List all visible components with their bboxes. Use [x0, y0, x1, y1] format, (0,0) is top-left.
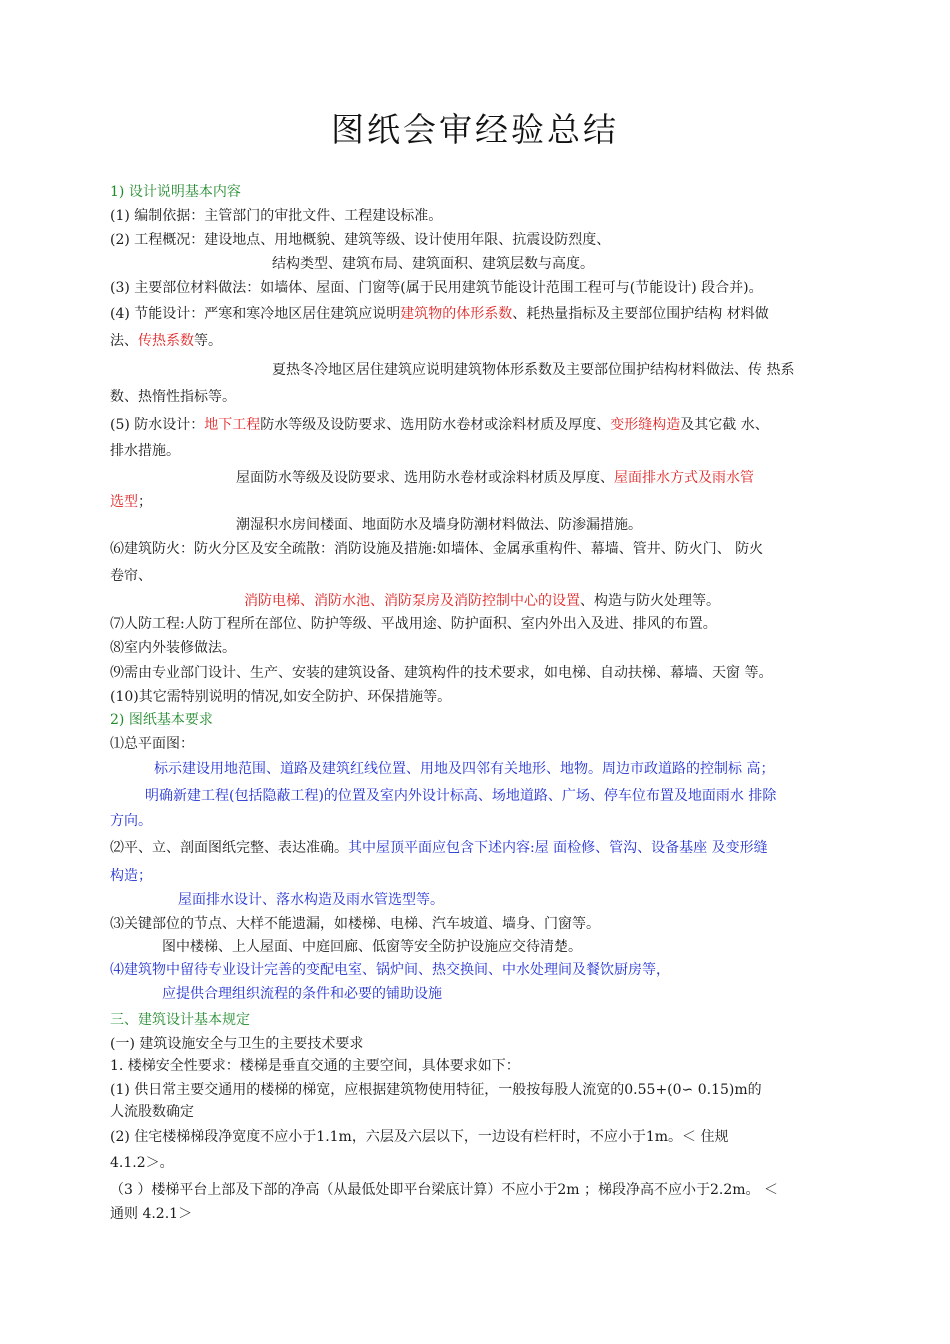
text-line — [110, 206, 442, 226]
text-line — [110, 1204, 192, 1224]
text-segment: (1) 编制依据：主管部门的审批文件、工程建设标准。 — [110, 208, 443, 224]
text-segment: 人流股数确定 — [110, 1104, 194, 1120]
text-segment: 、耗热量指标及主要部位围护结构 材料做 — [512, 306, 769, 322]
text-segment: ⑺人防工程:人防丁程所在部位、防护等级、平战用途、防护面积、室内外出入及进、排风的布置。 — [110, 616, 717, 632]
text-line — [110, 415, 769, 435]
text-line — [110, 304, 769, 324]
text-segment: 构造； — [110, 868, 152, 884]
text-line — [110, 331, 222, 351]
text-segment: ⑶关键部位的节点、大样不能遗漏，如楼梯、电梯、汽车坡道、墙身、门窗等。 — [110, 916, 600, 932]
text-segment: (2) 住宅楼梯梯段净宽度不应小于1.1m，六层及六层以下，一边设有栏杆时，不应小于1m。＜ 住规 — [110, 1129, 729, 1145]
text-segment: （3 ）楼梯平台上部及下部的净高（从最低处即平台梁底计算）不应小于2m ；梯段净高不应小于2.2m。 ＜ — [110, 1182, 778, 1198]
text-segment: 图中楼梯、上人屋面、中庭回廊、低窗等安全防护设施应交待清楚。 — [162, 939, 582, 955]
highlighted-text: 传热系数 — [138, 333, 194, 349]
highlighted-text: 变形缝构造 — [610, 417, 681, 433]
text-segment: 三、建筑设计基本规定 — [110, 1012, 250, 1028]
text-segment: 2) 图纸基本要求 — [110, 712, 213, 728]
text-segment: (4) 节能设计：严寒和寒冷地区居住建筑应说明 — [110, 306, 401, 322]
text-line — [110, 663, 772, 683]
page-title: 图纸会审经验总结 — [331, 110, 619, 149]
text-line — [110, 1180, 778, 1200]
text-line — [244, 591, 720, 611]
text-segment: 防水等级及设防要求、选用防水卷材或涂料材质及厚度、 — [260, 417, 611, 433]
text-segment: 应提供合理组织流程的条件和必要的铺助设施 — [162, 986, 442, 1002]
text-segment: 屋面排水设计、落水构造及雨水管选型等。 — [178, 892, 444, 908]
text-segment: (3) 主要部位材料做法：如墙体、屋面、门窗等(属于民用建筑节能设计范围工程可与(节能设计) 段合并)。 — [110, 280, 763, 296]
text-segment: 夏热冬冷地区居住建筑应说明建筑物体形系数及主要部位围护结构材料做法、传 热系 — [272, 362, 795, 378]
text-segment: 数、热惰性指标等。 — [110, 389, 236, 405]
highlighted-text: 选型 — [110, 494, 138, 510]
text-line — [110, 566, 152, 586]
highlighted-text: 地下工程 — [204, 417, 261, 433]
text-segment: ⑼需由专业部门设计、生产、安装的建筑设备、建筑构件的技术要求，如电梯、自动扶梯、幕墙、天窗 等。 — [110, 665, 773, 681]
text-segment: 等。 — [194, 333, 222, 349]
text-segment: (1) 供日常主要交通用的楼梯的梯宽，应根据建筑物使用特征，一般按每股人流宽的0.55+(0∽ 0.15)m的 — [110, 1082, 762, 1098]
text-line — [110, 811, 152, 831]
text-line — [110, 387, 236, 407]
text-line — [272, 360, 794, 380]
highlighted-text: 建筑物的体形系数 — [400, 306, 513, 322]
text-line — [110, 1056, 520, 1076]
text-line — [110, 710, 213, 730]
text-line — [178, 890, 444, 910]
text-segment: 明确新建工程(包括隐蔽工程)的位置及室内外设计标高、场地道路、广场、停车位布置及地面雨水 排除 — [145, 788, 777, 804]
text-line — [110, 838, 768, 858]
text-segment: (10)其它需特别说明的情况,如安全防护、环保措施等。 — [110, 689, 452, 705]
text-line — [110, 866, 152, 886]
text-segment: ； — [138, 494, 152, 510]
text-line — [145, 786, 776, 806]
text-line — [110, 1153, 174, 1173]
text-line — [110, 539, 763, 559]
text-line — [110, 960, 670, 980]
text-segment: 方向。 — [110, 813, 152, 829]
text-segment: 标示建设用地范围、道路及建筑红线位置、用地及四邻有关地形、地物。周边市政道路的控制标 高； — [154, 761, 775, 777]
text-segment: 卷帘、 — [110, 568, 152, 584]
text-line — [110, 614, 717, 634]
text-line — [272, 254, 594, 274]
text-line — [162, 984, 442, 1004]
text-line — [110, 638, 236, 658]
text-segment: (5) 防水设计： — [110, 417, 205, 433]
text-segment: (2) 工程概况：建设地点、用地概貌、建筑等级、设计使用年限、抗震设防烈度、 — [110, 232, 611, 248]
text-line — [110, 914, 600, 934]
text-line — [162, 937, 582, 957]
text-line — [110, 1034, 363, 1054]
text-line — [236, 515, 642, 535]
text-segment: 4.1.2＞。 — [110, 1155, 174, 1171]
text-line — [110, 1127, 728, 1147]
text-segment: ⑴总平面图： — [110, 736, 194, 752]
text-line — [110, 278, 763, 298]
text-line — [154, 759, 774, 779]
text-segment: 法、 — [110, 333, 138, 349]
highlighted-text: 消防电梯、消防水池、消防泵房及消防控制中心的设置 — [244, 593, 580, 609]
highlighted-text: 其中屋顶平面应包含下述内容:屋 面检修、管沟、设备基座 及变形缝 — [348, 840, 768, 856]
text-segment: 1. 楼梯安全性要求：楼梯是垂直交通的主要空间，具体要求如下： — [110, 1058, 520, 1074]
text-line — [110, 734, 194, 754]
text-line — [110, 182, 241, 202]
text-line — [110, 230, 610, 250]
text-segment: 结构类型、建筑布局、建筑面积、建筑层数与高度。 — [272, 256, 594, 272]
text-segment: (一) 建筑设施安全与卫生的主要技术要求 — [110, 1036, 364, 1052]
text-line — [110, 492, 152, 512]
text-segment: ⑻室内外装修做法。 — [110, 640, 236, 656]
text-segment: ⑷建筑物中留待专业设计完善的变配电室、锅炉间、热交换间、中水处理间及餐饮厨房等， — [110, 962, 670, 978]
text-line — [110, 441, 180, 461]
text-segment: 排水措施。 — [110, 443, 180, 459]
highlighted-text: 屋面排水方式及雨水管 — [614, 470, 754, 486]
text-line — [110, 1102, 194, 1122]
text-segment: ⑵平、立、剖面图纸完整、表达准确。 — [110, 840, 348, 856]
text-segment: 及其它截 水、 — [680, 417, 769, 433]
text-segment: 、构造与防火处理等。 — [580, 593, 720, 609]
text-segment: 通则 4.2.1＞ — [110, 1206, 193, 1222]
text-segment: 1) 设计说明基本内容 — [110, 184, 241, 200]
text-segment: ⑹建筑防火：防火分区及安全疏散：消防设施及措施:如墙体、金属承重构件、幕墙、管井、防火门、 防火 — [110, 541, 764, 557]
text-segment: 潮湿积水房间楼面、地面防水及墙身防潮材料做法、防渗漏措施。 — [236, 517, 642, 533]
text-line — [110, 1010, 250, 1030]
text-line — [110, 1080, 762, 1100]
text-segment: 屋面防水等级及设防要求、选用防水卷材或涂料材质及厚度、 — [236, 470, 614, 486]
text-line — [110, 687, 451, 707]
text-line — [236, 468, 754, 488]
